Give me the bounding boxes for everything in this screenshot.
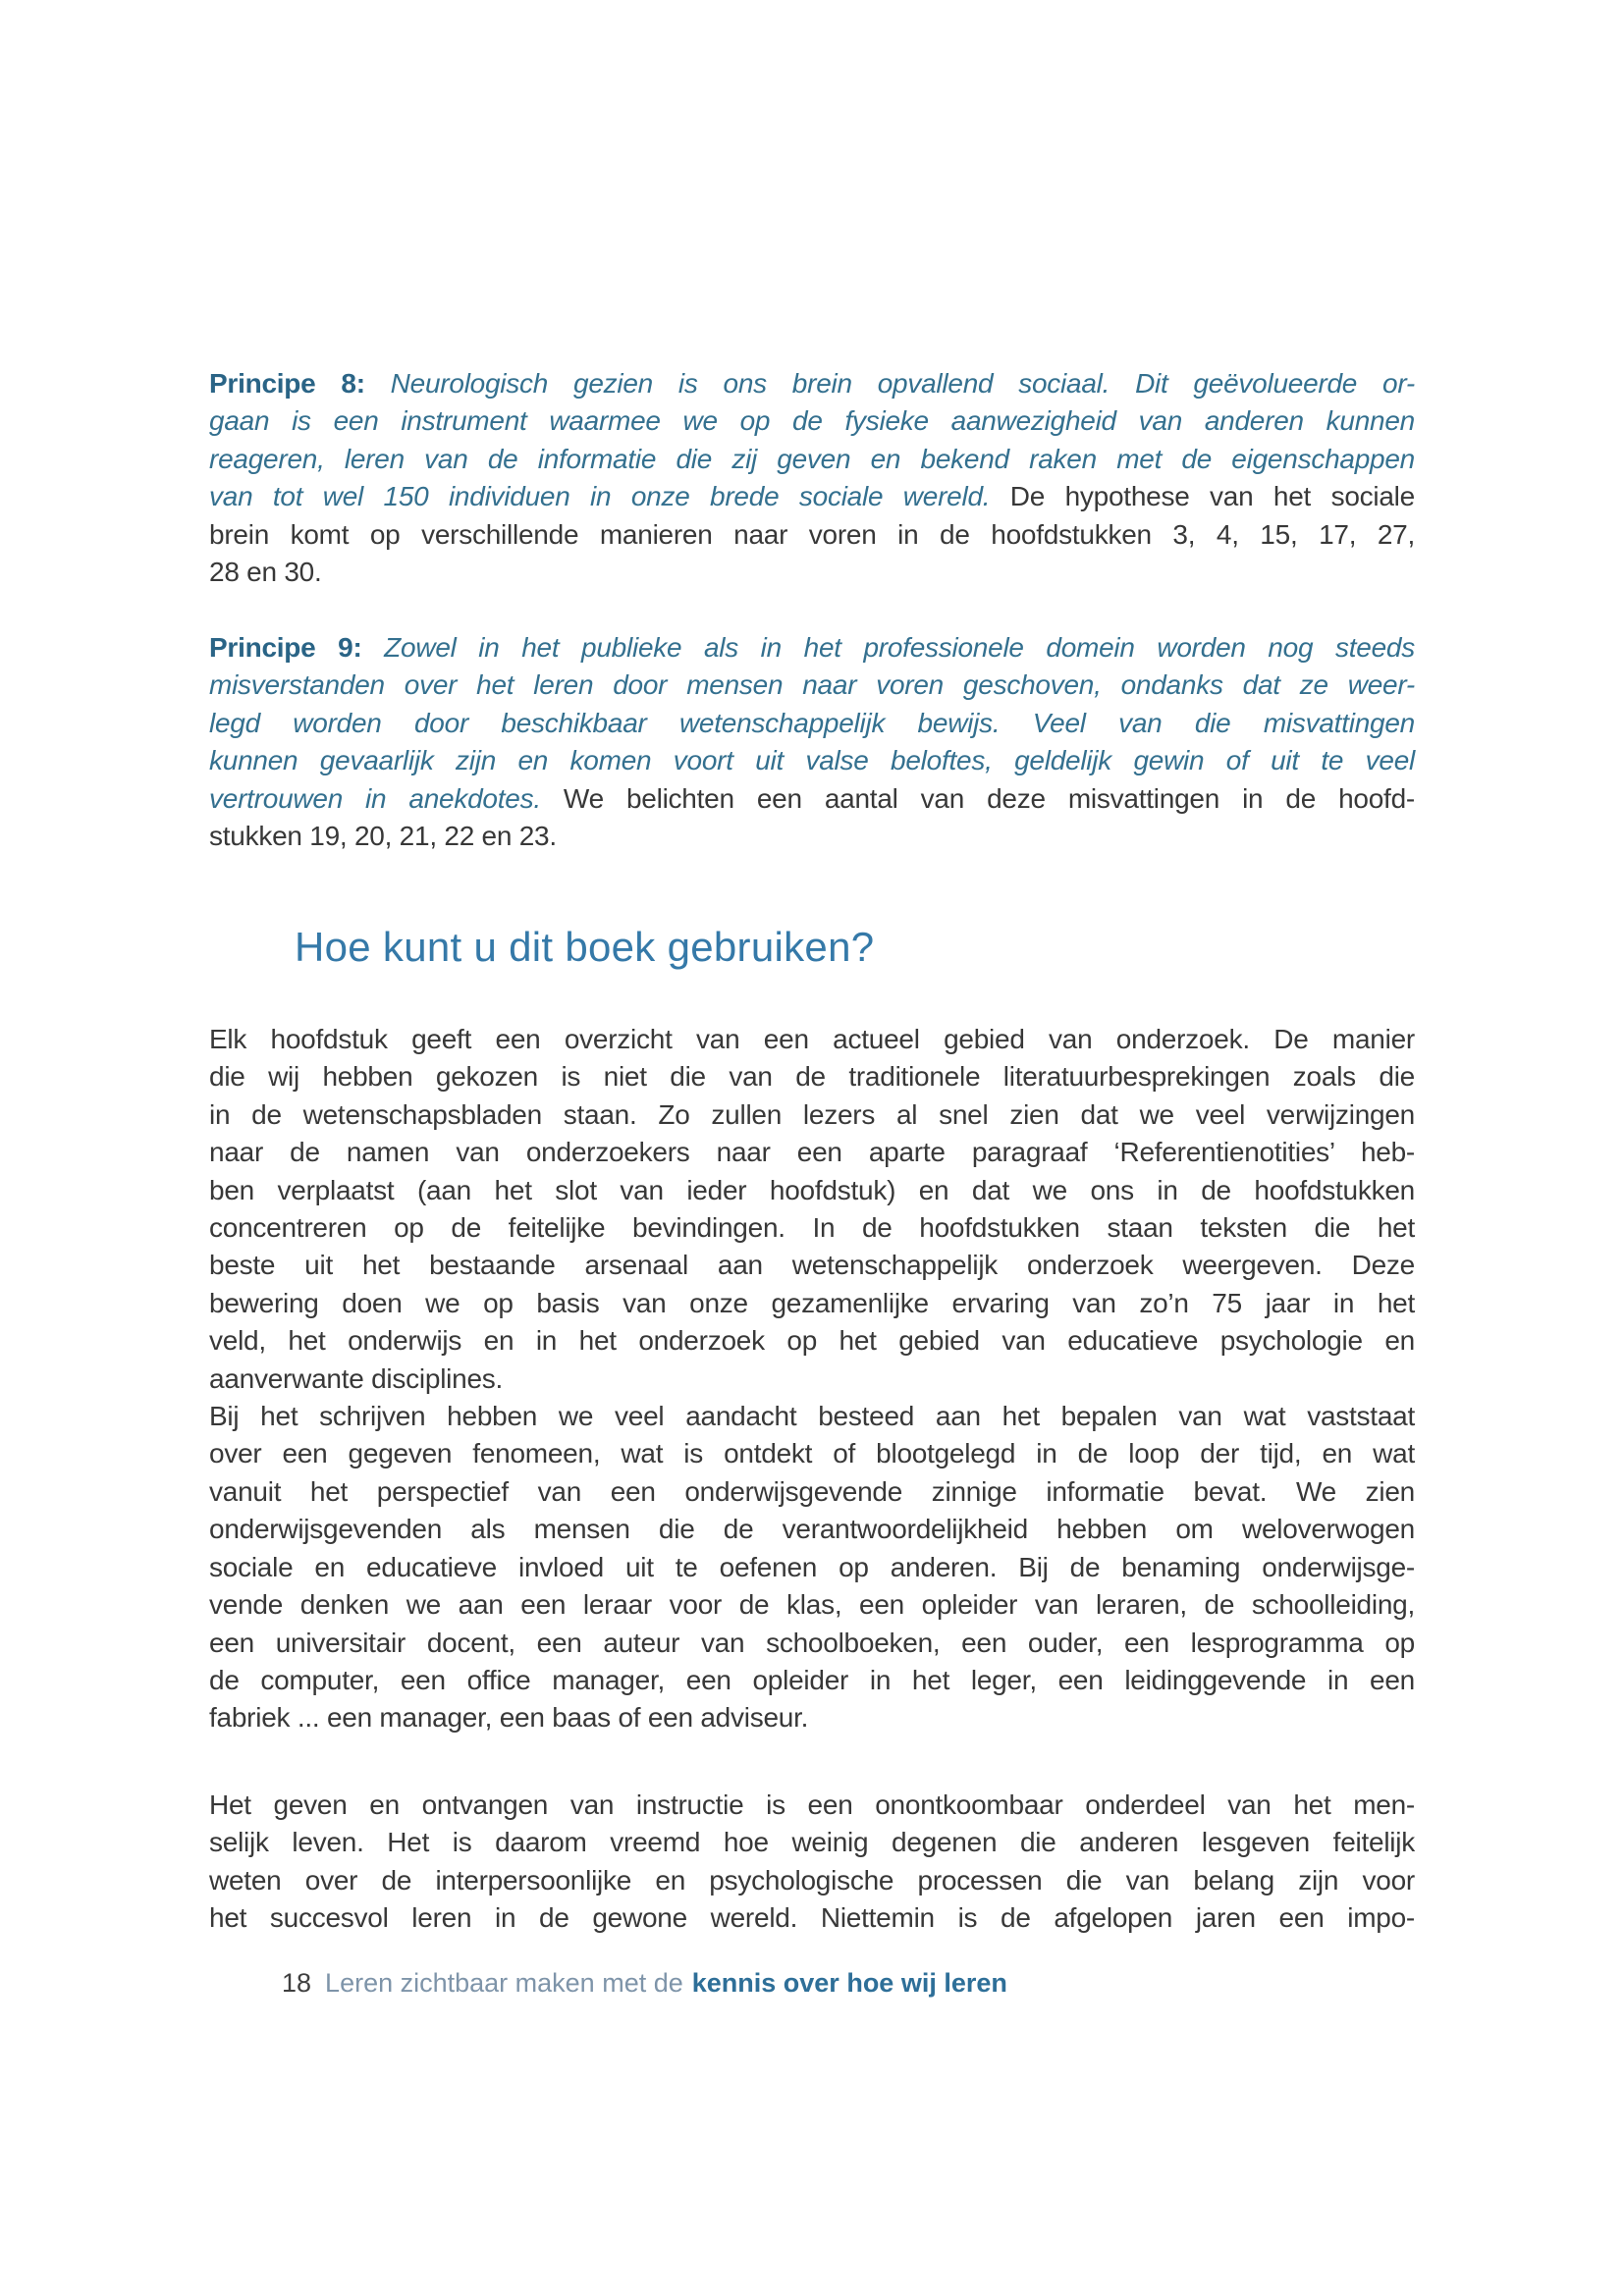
paragraph-usage [209, 1021, 1415, 1737]
text-segment-italic: Zowel in het publieke als in het professionele domein worden nog steeds [361, 632, 1415, 663]
text-segment-italic: van tot wel 150 individuen in onze brede sociale wereld. [209, 481, 991, 512]
text-segment-regular: We belichten een aantal van deze misvattingen in de hoofd- [540, 782, 1415, 814]
section-heading: Hoe kunt u dit boek gebruiken? [295, 924, 875, 970]
text-segment-italic: reageren, leren van de informatie die zij geven en bekend raken met de eigenschappen [209, 443, 1415, 474]
text-line [209, 1787, 1415, 1824]
text-line [209, 1586, 1415, 1624]
text-segment-regular: in de wetenschapsbladen staan. Zo zullen lezers al snel zien dat we veel verwijzingen [209, 1098, 1415, 1130]
footer-book-title: Leren zichtbaar maken met de [325, 1968, 683, 1998]
text-line [209, 1058, 1415, 1095]
paragraph-principe-9 [209, 629, 1415, 855]
text-segment-regular: bewering doen we op basis van onze gezamenlijke ervaring van zo’n 75 jaar in het [209, 1287, 1415, 1318]
text-line [209, 1361, 1415, 1398]
text-segment-regular: naar de namen van onderzoekers naar een aparte paragraaf ‘Referentienotities’ heb- [209, 1137, 1415, 1168]
text-segment-regular: ben verplaatst (aan het slot van ieder hoofdstuk) en dat we ons in de hoofdstukken [209, 1174, 1415, 1205]
text-segment-regular: een universitair docent, een auteur van schoolboeken, een ouder, een lesprogramma op [209, 1627, 1415, 1658]
text-segment-regular: selijk leven. Het is daarom vreemd hoe weinig degenen die anderen lesgeven feitelijk [209, 1827, 1415, 1858]
text-segment-regular: aanverwante disciplines. [209, 1362, 504, 1394]
text-line [209, 1899, 1415, 1937]
text-segment-regular: beste uit het bestaande arsenaal aan wetenschappelijk onderzoek weergeven. Deze [209, 1250, 1415, 1281]
text-line [209, 554, 1415, 591]
text-line [209, 1285, 1415, 1322]
text-segment-italic: misverstanden over het leren door mensen naar voren geschoven, ondanks dat ze weer- [209, 669, 1415, 701]
text-segment-regular: vende denken we aan een leraar voor de klas, een opleider van leraren, de schoolleiding, [209, 1589, 1415, 1621]
text-segment-italic: Neurologisch gezien is ons brein opvallend sociaal. Dit geëvolueerde or- [364, 368, 1415, 399]
text-line [209, 629, 1415, 667]
text-line [209, 1699, 1415, 1736]
text-line [209, 365, 1415, 402]
text-line [209, 1172, 1415, 1209]
text-segment-italic: vertrouwen in anekdotes. [209, 782, 541, 814]
text-line [209, 1662, 1415, 1699]
text-line [209, 742, 1415, 779]
text-segment-label: Principe 8: [209, 368, 365, 399]
text-line [209, 1096, 1415, 1134]
paragraph-instruction [209, 1787, 1415, 1938]
text-line [209, 1322, 1415, 1360]
text-line [209, 1824, 1415, 1861]
text-line [209, 667, 1415, 704]
footer-book-subtitle: kennis over hoe wij leren [691, 1968, 1007, 1998]
text-line [209, 1247, 1415, 1284]
text-line [209, 1134, 1415, 1171]
text-line [209, 780, 1415, 818]
text-segment-regular: over een gegeven fenomeen, wat is ontdekt of blootgelegd in de loop der tijd, en wat [209, 1438, 1415, 1469]
text-line [209, 441, 1415, 478]
text-segment-italic: legd worden door beschikbaar wetenschappelijk bewijs. Veel van die misvattingen [209, 707, 1415, 738]
text-segment-regular: het succesvol leren in de gewone wereld. Niettemin is de afgelopen jaren een impo- [209, 1902, 1415, 1934]
text-segment-regular: De hypothese van het sociale [990, 481, 1415, 512]
page-number: 18 [282, 1968, 312, 1998]
text-line [209, 1511, 1415, 1548]
text-segment-regular: sociale en educatieve invloed uit te oefenen op anderen. Bij de benaming onderwijsge- [209, 1551, 1415, 1582]
text-segment-label: Principe 9: [209, 632, 362, 663]
text-segment-regular: weten over de interpersoonlijke en psychologische processen die van belang zijn voor [209, 1864, 1415, 1896]
text-line [209, 516, 1415, 554]
text-segment-regular: Het geven en ontvangen van instructie is een onontkoombaar onderdeel van het men- [209, 1789, 1415, 1820]
text-segment-regular: fabriek ... een manager, een baas of een adviseur. [209, 1702, 809, 1734]
text-line [209, 1435, 1415, 1472]
text-line [209, 1862, 1415, 1899]
text-line [209, 1549, 1415, 1586]
text-segment-regular: 28 en 30. [209, 557, 322, 588]
text-segment-regular: Elk hoofdstuk geeft een overzicht van een actueel gebied van onderzoek. De manier [209, 1024, 1415, 1054]
text-segment-italic: kunnen gevaarlijk zijn en komen voort uit valse beloftes, geldelijk gewin of uit te veel [209, 745, 1415, 776]
text-segment-regular: onderwijsgevenden als mensen die de verantwoordelijkheid hebben om weloverwogen [209, 1514, 1415, 1545]
text-segment-regular: concentreren op de feitelijke bevindingen. In de hoofdstukken staan teksten die het [209, 1212, 1415, 1244]
text-line [209, 705, 1415, 742]
text-line [209, 1209, 1415, 1247]
text-line [209, 402, 1415, 440]
page-footer [282, 1967, 1007, 1999]
text-line [209, 1473, 1415, 1511]
text-segment-regular: die wij hebben gekozen is niet die van de traditionele literatuurbesprekingen zoals die [209, 1061, 1415, 1093]
text-line [209, 1398, 1415, 1435]
text-segment-regular: Bij het schrijven hebben we veel aandacht besteed aan het bepalen van wat vaststaat [209, 1401, 1415, 1432]
text-segment-italic: gaan is een instrument waarmee we op de fysieke aanwezigheid van anderen kunnen [209, 405, 1415, 437]
text-segment-regular: stukken 19, 20, 21, 22 en 23. [209, 821, 557, 852]
text-segment-regular: brein komt op verschillende manieren naar voren in de hoofdstukken 3, 4, 15, 17, 27, [209, 518, 1415, 550]
text-segment-regular: veld, het onderwijs en in het onderzoek op het gebied van educatieve psychologie en [209, 1325, 1415, 1357]
text-segment-regular: de computer, een office manager, een opleider in het leger, een leidinggevende in een [209, 1664, 1415, 1695]
text-line [209, 1021, 1415, 1058]
text-line [209, 818, 1415, 855]
text-line [209, 1625, 1415, 1662]
text-line [209, 478, 1415, 515]
paragraph-principe-8 [209, 365, 1415, 591]
text-segment-regular: vanuit het perspectief van een onderwijsgevende zinnige informatie bevat. We zien [209, 1475, 1415, 1507]
